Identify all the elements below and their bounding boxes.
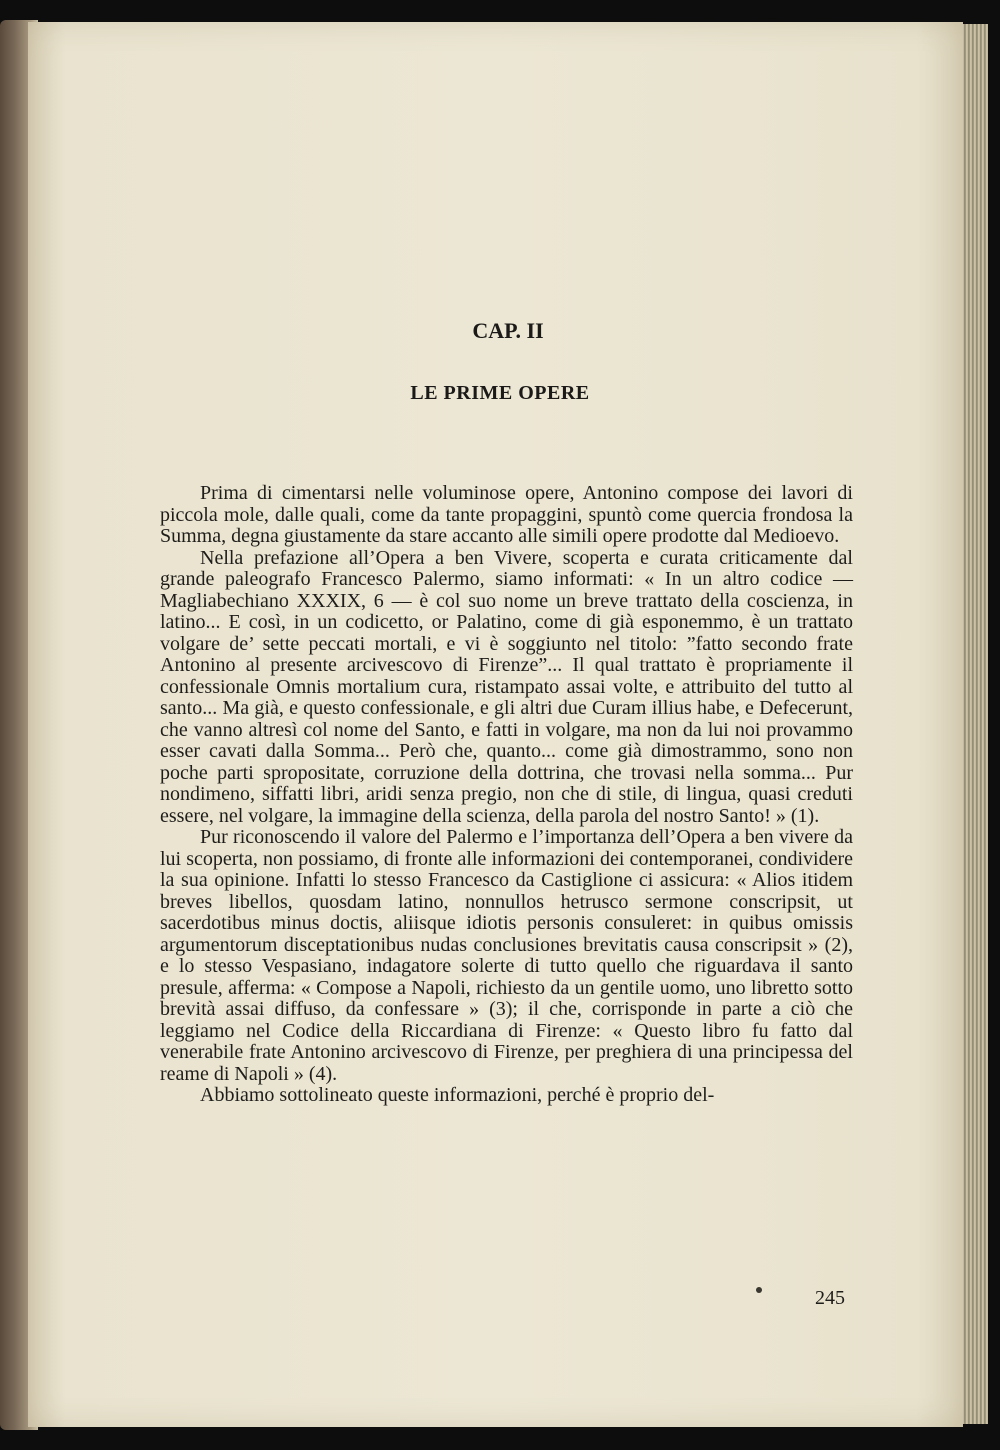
page-number: 245 xyxy=(815,1287,845,1309)
paragraph: Abbiamo sottolineato queste informazioni, perché è proprio del- xyxy=(200,1084,715,1106)
chapter-title: LE PRIME OPERE xyxy=(410,382,590,404)
body-text xyxy=(160,483,853,1107)
paragraph: Pur riconoscendo il valore del Palermo e l’importanza dell’Opera a ben vivere da lui scoperta, non possiamo, di fronte alle informazioni dei contemporanei, condividere la sua opinione. Infatti lo stesso Francesco da Castiglione ci assicura: « Alios itidem breves libellos, quosdam latino, nonnullos hetrusco sermone conscripsit, ut sacerdotibus minus doctis, aliisque idiotis personis consuleret: in quibus omissis argumentorum disceptationibus nudas conclusiones brevitatis causa conscripsit » (2), e lo stesso Vespasiano, indagatore solerte di tutto quello che riguardava il santo presule, afferma: « Compose a Napoli, richiesto da un gentile uomo, uno libretto sotto brevità assai diffuso, da confessare » (3); il che, corrisponde in parte a ciò che leggiamo nel Codice della Riccardiana di Firenze: « Questo libro fu fatto dal venerabile frate Antonino arcivescovo di Firenze, per preghiera di una principessa del reame di Napoli » (4). xyxy=(160,826,853,1085)
ink-dot xyxy=(756,1287,762,1293)
chapter-number: CAP. II xyxy=(472,318,544,343)
paragraph: Prima di cimentarsi nelle voluminose opere, Antonino compose dei lavori di piccola mole, dalle quali, come da tante propaggini, spuntò come quercia frondosa la Summa, degna giustamente da stare accanto alle simili opere prodotte dal Medioevo. xyxy=(160,482,853,547)
paragraph: Nella prefazione all’Opera a ben Vivere, scoperta e curata criticamente dal grande paleografo Francesco Palermo, siamo informati: « In un altro codice — Magliabechiano XXXIX, 6 — è col suo nome un breve trattato della coscienza, in latino... E così, in un codicetto, or Palatino, come di già esponemmo, è un trattato volgare de’ sette peccati mortali, e vi è soggiunto nel titolo: ”fatto secondo frate Antonino al presente arcivescovo di Firenze”... Il qual trattato è propriamente il confessionale Omnis mortalium cura, ristampato assai volte, e attribuito del tutto al santo... Ma già, e questo confessionale, e gli altri due Curam illius habe, e Defecerunt, che vanno altresì col nome del Santo, e fatti in volgare, ma non da lui noi provammo esser cavati dalla Somma... Però che, quanto... come già dimostrammo, sono non poche parti spropositate, corruzione della dottrina, che trovasi nella somma... Pur nondimeno, siffatti libri, aridi senza pregio, non che di stile, di lingua, quasi creduti essere, nel volgare, la immagine della scienza, della parola del nostro Santo! » (1). xyxy=(160,546,853,827)
